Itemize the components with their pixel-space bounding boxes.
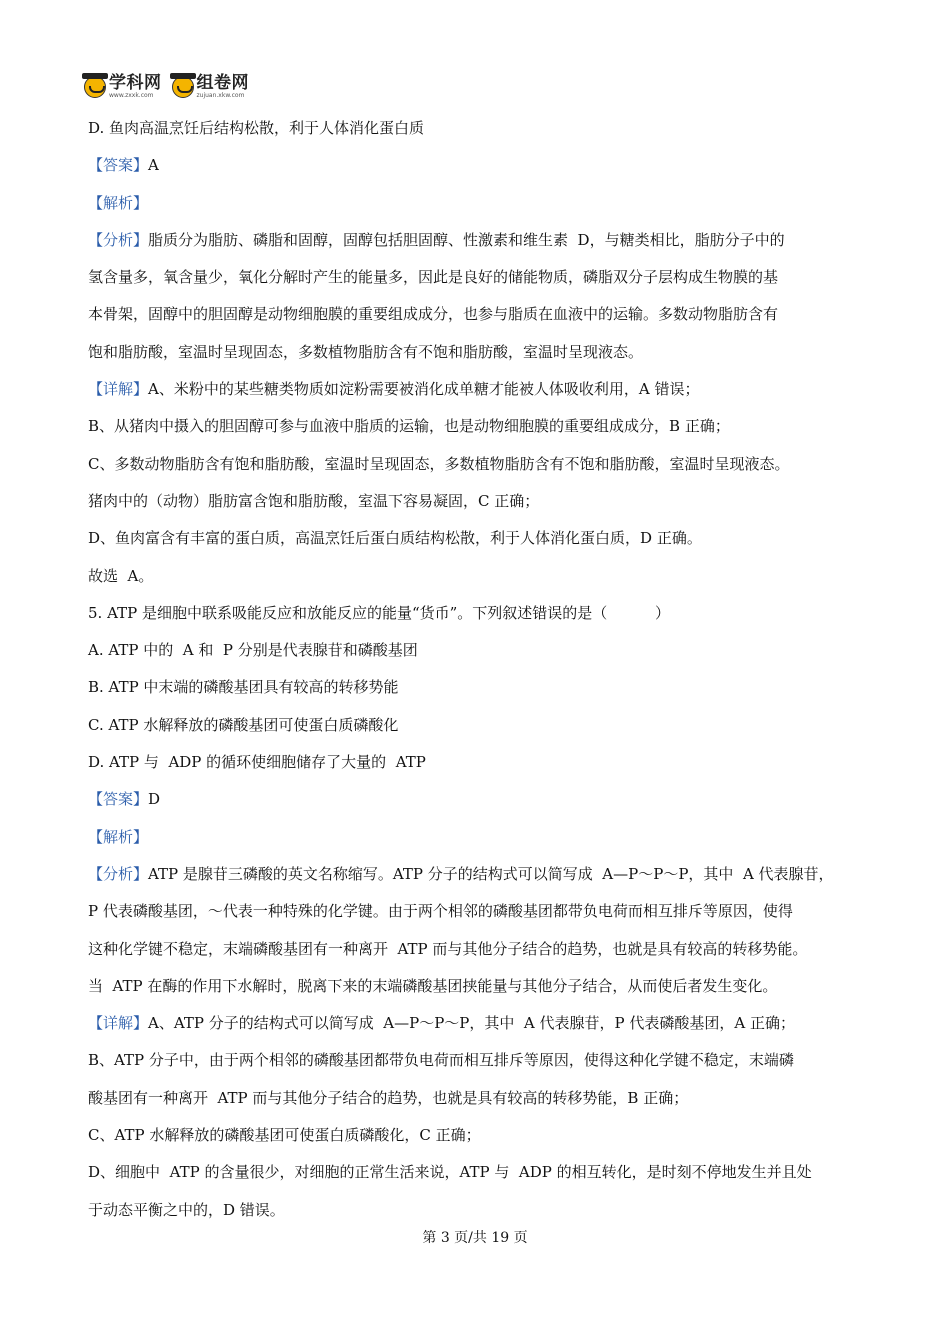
text-line (88, 931, 888, 968)
line-text: D (148, 790, 161, 809)
line-text: B、ATP 分子中，由于两个相邻的磷酸基团都带负电荷而相互排斥等原因，使得这种化学键不稳定，末端磷 (88, 1051, 794, 1070)
text-line (88, 744, 888, 781)
line-text: D. 鱼肉高温烹饪后结构松散，利于人体消化蛋白质 (88, 119, 425, 137)
text-line (88, 1080, 888, 1117)
line-text: 于动态平衡之中的，D 错误。 (88, 1200, 285, 1219)
text-line (88, 520, 888, 557)
line-text: ATP 是腺苷三磷酸的英文名称缩写。ATP 分子的结构式可以简写成 A—P～P～P，其中 A 代表腺苷， (148, 864, 834, 883)
line-text: 饱和脂肪酸，室温时呈现固态，多数植物脂肪含有不饱和脂肪酸，室温时呈现液态。 (88, 342, 644, 361)
line-text: C. ATP 水解释放的磷酸基团可使蛋白质磷酸化 (88, 715, 399, 734)
line-text: C、多数动物脂肪含有饱和脂肪酸，室温时呈现固态，多数植物脂肪含有不饱和脂肪酸，室温时呈现液态。 (88, 454, 790, 473)
logo-url: www.zxxk.com (109, 92, 154, 99)
logo-url: zujuan.xkw.com (196, 92, 245, 99)
line-text: A、ATP 分子的结构式可以简写成 A—P～P～P，其中 A 代表腺苷，P 代表磷酸基团，A 正确； (148, 1014, 795, 1033)
text-line (88, 483, 888, 520)
section-tag: 【分析】 (88, 230, 149, 249)
line-text: A、米粉中的某些糖类物质如淀粉需要被消化成单糖才能被人体吸收利用，A 错误； (148, 380, 700, 399)
text-line (88, 408, 888, 445)
text-line (88, 669, 888, 706)
line-text: D、细胞中 ATP 的含量很少，对细胞的正常生活来说，ATP 与 ADP 的相互转化，是时刻不停地发生并且处 (88, 1163, 812, 1182)
line-text: 脂质分为脂肪、磷脂和固醇，固醇包括胆固醇、性激素和维生素 D，与糖类相比，脂肪分子中的 (148, 230, 785, 249)
line-text: A (148, 156, 159, 175)
section-tag: 【解析】 (88, 827, 149, 846)
line-text: B、从猪肉中摄入的胆固醇可参与血液中脂质的运输，也是动物细胞膜的重要组成成分，B 正确； (88, 417, 730, 436)
line-text: D. ATP 与 ADP 的循环使细胞储存了大量的 ATP (88, 753, 426, 772)
section-tag: 【详解】 (88, 1014, 149, 1033)
text-line (88, 1154, 888, 1191)
text-line (88, 558, 888, 595)
text-line (88, 1192, 888, 1229)
line-text: 这种化学键不稳定，末端磷酸基团有一种离开 ATP 而与其他分子结合的趋势，也就是具有较高的转移势能。 (88, 939, 808, 958)
section-tag: 【答案】 (88, 156, 149, 175)
text-line (88, 819, 888, 856)
section-tag: 【分析】 (88, 864, 149, 883)
line-text: 故选 A。 (88, 566, 154, 585)
text-line (88, 222, 888, 259)
line-text: 5. ATP 是细胞中联系吸能反应和放能反应的能量“货币”。下列叙述错误的是（ ） (88, 603, 670, 622)
line-text: B. ATP 中末端的磷酸基团具有较高的转移势能 (88, 678, 399, 697)
text-line (88, 185, 888, 222)
text-line (88, 893, 888, 930)
document-body (88, 110, 888, 1229)
section-tag: 【详解】 (88, 380, 149, 399)
page-number: 第 3 页/共 19 页 (422, 1230, 528, 1246)
zujuanwang-logo (172, 75, 250, 99)
text-line (88, 296, 888, 333)
text-line (88, 595, 888, 632)
mascot-icon (84, 76, 106, 98)
text-line (88, 781, 888, 818)
text-line (88, 1005, 888, 1042)
xuekewang-logo (84, 75, 162, 99)
header-logos (84, 72, 249, 102)
text-line (88, 259, 888, 296)
text-line (88, 147, 888, 184)
text-line (88, 371, 888, 408)
line-text: D、鱼肉富含有丰富的蛋白质，高温烹饪后蛋白质结构松散，利于人体消化蛋白质，D 正确。 (88, 529, 702, 548)
line-text: 猪肉中的（动物）脂肪富含饱和脂肪酸，室温下容易凝固，C 正确； (88, 491, 540, 510)
text-line (88, 968, 888, 1005)
logo-name: 组卷网 (196, 73, 249, 93)
line-text: 氢含量多，氧含量少，氧化分解时产生的能量多，因此是良好的储能物质，磷脂双分子层构成生物膜的基 (88, 268, 779, 287)
line-text: A. ATP 中的 A 和 P 分别是代表腺苷和磷酸基团 (88, 641, 418, 660)
text-line (88, 632, 888, 669)
text-line (88, 856, 888, 893)
text-line (88, 707, 888, 744)
text-line (88, 1117, 888, 1154)
text-line (88, 446, 888, 483)
section-tag: 【解析】 (88, 193, 149, 212)
text-line (88, 110, 888, 147)
text-line (88, 1042, 888, 1079)
section-tag: 【答案】 (88, 790, 149, 809)
line-text: C、ATP 水解释放的磷酸基团可使蛋白质磷酸化，C 正确； (88, 1126, 481, 1145)
mascot-icon (172, 76, 194, 98)
line-text: 本骨架，固醇中的胆固醇是动物细胞膜的重要组成成分，也参与脂质在血液中的运输。多数动物脂肪含有 (88, 305, 779, 324)
logo-name: 学科网 (109, 73, 162, 93)
line-text: 当 ATP 在酶的作用下水解时，脱离下来的末端磷酸基团挟能量与其他分子结合，从而使后者发生变化。 (88, 976, 778, 995)
line-text: P 代表磷酸基团，～代表一种特殊的化学键。由于两个相邻的磷酸基团都带负电荷而相互排斥等原因，使得 (88, 902, 793, 921)
text-line (88, 334, 888, 371)
line-text: 酸基团有一种离开 ATP 而与其他分子结合的趋势，也就是具有较高的转移势能，B 正确； (88, 1088, 689, 1107)
